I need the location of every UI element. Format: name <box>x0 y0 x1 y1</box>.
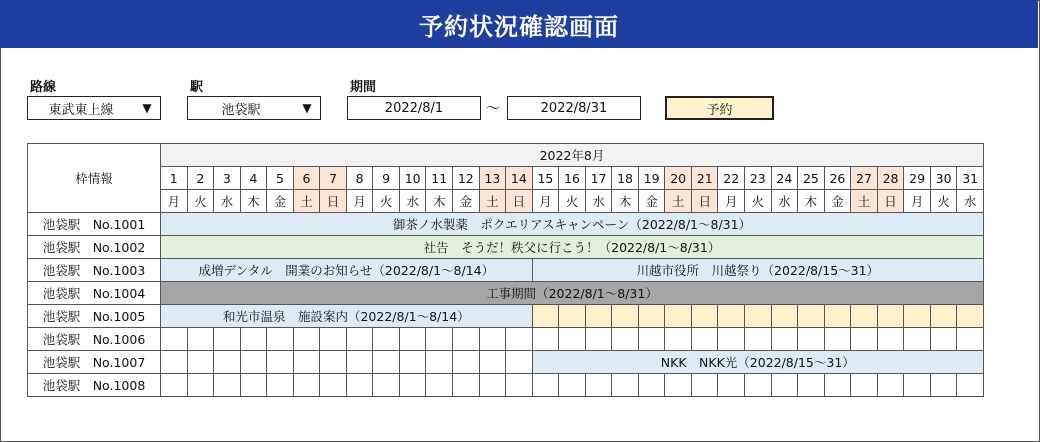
weekday-label: 水 <box>771 190 798 213</box>
empty-slot[interactable] <box>161 374 188 397</box>
weekday-label: 水 <box>585 190 612 213</box>
empty-slot[interactable] <box>399 328 426 351</box>
route-select-value: 東武東上線 <box>48 102 114 118</box>
frame-label: 池袋駅 No.1007 <box>28 351 161 374</box>
empty-slot[interactable] <box>745 328 772 351</box>
empty-slot[interactable] <box>399 374 426 397</box>
empty-slot[interactable] <box>957 374 984 397</box>
empty-slot[interactable] <box>691 328 718 351</box>
empty-slot[interactable] <box>373 374 400 397</box>
empty-slot[interactable] <box>612 305 639 328</box>
frame-info-header: 枠情報 <box>28 144 161 213</box>
end-date-field[interactable]: 2022/8/31 <box>507 96 641 120</box>
empty-slot[interactable] <box>718 374 745 397</box>
empty-slot[interactable] <box>240 351 267 374</box>
reservation-calendar-table <box>27 143 984 397</box>
weekday-label: 金 <box>453 190 480 213</box>
dropdown-triangle-icon: ▼ <box>302 101 312 115</box>
empty-slot[interactable] <box>665 328 692 351</box>
empty-slot[interactable] <box>506 374 533 397</box>
weekday-label: 水 <box>399 190 426 213</box>
empty-slot[interactable] <box>532 374 559 397</box>
booking-segment[interactable]: NKK NKK光（2022/8/15～31） <box>532 351 983 374</box>
empty-slot[interactable] <box>479 328 506 351</box>
station-label: 駅 <box>190 80 204 95</box>
day-number: 16 <box>559 167 586 190</box>
day-number: 21 <box>691 167 718 190</box>
weekday-label: 土 <box>665 190 692 213</box>
weekday-label: 水 <box>214 190 241 213</box>
day-number: 17 <box>585 167 612 190</box>
weekday-label: 水 <box>957 190 984 213</box>
empty-slot[interactable] <box>187 328 214 351</box>
empty-slot[interactable] <box>426 374 453 397</box>
route-label: 路線 <box>30 80 57 95</box>
empty-slot[interactable] <box>771 305 798 328</box>
empty-slot[interactable] <box>585 305 612 328</box>
booking-segment[interactable]: 御茶ノ水製薬 ポクエリアスキャンペーン（2022/8/1～8/31） <box>161 213 984 236</box>
empty-slot[interactable] <box>267 351 294 374</box>
weekday-label: 月 <box>718 190 745 213</box>
period-separator: ～ <box>486 101 500 117</box>
day-number: 25 <box>798 167 825 190</box>
weekday-label: 日 <box>320 190 347 213</box>
weekday-label: 日 <box>877 190 904 213</box>
empty-slot[interactable] <box>930 305 957 328</box>
empty-slot[interactable] <box>532 328 559 351</box>
day-number: 2 <box>187 167 214 190</box>
day-number: 30 <box>930 167 957 190</box>
empty-slot[interactable] <box>745 374 772 397</box>
weekday-label: 木 <box>426 190 453 213</box>
period-label: 期間 <box>350 80 377 95</box>
weekday-label: 日 <box>691 190 718 213</box>
empty-slot[interactable] <box>399 351 426 374</box>
frame-label: 池袋駅 No.1001 <box>28 213 161 236</box>
empty-slot[interactable] <box>877 328 904 351</box>
empty-slot[interactable] <box>506 351 533 374</box>
empty-slot[interactable] <box>346 351 373 374</box>
day-number: 7 <box>320 167 347 190</box>
station-select-value: 池袋駅 <box>221 102 261 118</box>
empty-slot[interactable] <box>877 305 904 328</box>
day-number: 29 <box>904 167 931 190</box>
empty-slot[interactable] <box>771 328 798 351</box>
empty-slot[interactable] <box>585 328 612 351</box>
day-number: 3 <box>214 167 241 190</box>
day-number: 14 <box>506 167 533 190</box>
day-number: 26 <box>824 167 851 190</box>
empty-slot[interactable] <box>346 374 373 397</box>
booking-segment[interactable]: 和光市温泉 施設案内（2022/8/1～8/14） <box>161 305 533 328</box>
weekday-label: 木 <box>798 190 825 213</box>
empty-slot[interactable] <box>718 305 745 328</box>
day-number: 27 <box>851 167 878 190</box>
weekday-label: 月 <box>161 190 188 213</box>
day-number: 5 <box>267 167 294 190</box>
empty-slot[interactable] <box>957 328 984 351</box>
day-number: 19 <box>638 167 665 190</box>
start-date-field[interactable]: 2022/8/1 <box>347 96 481 120</box>
weekday-label: 火 <box>745 190 772 213</box>
empty-slot[interactable] <box>665 374 692 397</box>
empty-slot[interactable] <box>904 328 931 351</box>
weekday-label: 金 <box>638 190 665 213</box>
frame-label: 池袋駅 No.1004 <box>28 282 161 305</box>
table-row <box>28 259 984 282</box>
booking-segment[interactable]: 川越市役所 川越祭り（2022/8/15～31） <box>532 259 983 282</box>
frame-label: 池袋駅 No.1002 <box>28 236 161 259</box>
empty-slot[interactable] <box>426 328 453 351</box>
empty-slot[interactable] <box>320 328 347 351</box>
empty-slot[interactable] <box>638 328 665 351</box>
table-row <box>28 351 984 374</box>
empty-slot[interactable] <box>346 328 373 351</box>
page-title: 予約状況確認画面 <box>0 0 1038 48</box>
empty-slot[interactable] <box>320 374 347 397</box>
table-row <box>28 328 984 351</box>
day-number: 12 <box>453 167 480 190</box>
empty-slot[interactable] <box>824 305 851 328</box>
empty-slot[interactable] <box>161 351 188 374</box>
empty-slot[interactable] <box>559 374 586 397</box>
empty-slot[interactable] <box>798 305 825 328</box>
empty-slot[interactable] <box>691 374 718 397</box>
empty-slot[interactable] <box>187 351 214 374</box>
empty-slot[interactable] <box>214 351 241 374</box>
day-number: 15 <box>532 167 559 190</box>
day-number: 8 <box>346 167 373 190</box>
reserve-button[interactable]: 予約 <box>665 96 774 120</box>
day-number: 28 <box>877 167 904 190</box>
empty-slot[interactable] <box>930 374 957 397</box>
empty-slot[interactable] <box>824 328 851 351</box>
route-select[interactable] <box>27 96 161 120</box>
empty-slot[interactable] <box>691 305 718 328</box>
day-number: 11 <box>426 167 453 190</box>
empty-slot[interactable] <box>638 374 665 397</box>
table-row <box>28 213 984 236</box>
empty-slot[interactable] <box>559 328 586 351</box>
empty-slot[interactable] <box>612 374 639 397</box>
empty-slot[interactable] <box>240 374 267 397</box>
weekday-label: 火 <box>187 190 214 213</box>
month-header: 2022年8月 <box>161 144 984 167</box>
empty-slot[interactable] <box>904 374 931 397</box>
empty-slot[interactable] <box>453 328 480 351</box>
table-row <box>28 282 984 305</box>
weekday-label: 木 <box>612 190 639 213</box>
weekday-label: 火 <box>930 190 957 213</box>
empty-slot[interactable] <box>373 328 400 351</box>
weekday-label: 金 <box>267 190 294 213</box>
station-select[interactable] <box>187 96 321 120</box>
table-row <box>28 374 984 397</box>
empty-slot[interactable] <box>479 374 506 397</box>
day-number: 18 <box>612 167 639 190</box>
empty-slot[interactable] <box>904 305 931 328</box>
empty-slot[interactable] <box>373 351 400 374</box>
weekday-label: 火 <box>373 190 400 213</box>
weekday-label: 月 <box>346 190 373 213</box>
frame-label: 池袋駅 No.1003 <box>28 259 161 282</box>
day-number: 13 <box>479 167 506 190</box>
empty-slot[interactable] <box>267 328 294 351</box>
table-row <box>28 305 984 328</box>
empty-slot[interactable] <box>214 328 241 351</box>
empty-slot[interactable] <box>718 328 745 351</box>
day-number: 1 <box>161 167 188 190</box>
empty-slot[interactable] <box>506 328 533 351</box>
weekday-label: 土 <box>293 190 320 213</box>
empty-slot[interactable] <box>479 351 506 374</box>
empty-slot[interactable] <box>824 374 851 397</box>
empty-slot[interactable] <box>798 374 825 397</box>
empty-slot[interactable] <box>187 374 214 397</box>
weekday-label: 土 <box>851 190 878 213</box>
empty-slot[interactable] <box>798 328 825 351</box>
empty-slot[interactable] <box>161 328 188 351</box>
empty-slot[interactable] <box>930 328 957 351</box>
weekday-label: 日 <box>506 190 533 213</box>
frame-label: 池袋駅 No.1005 <box>28 305 161 328</box>
table-row <box>28 236 984 259</box>
empty-slot[interactable] <box>851 374 878 397</box>
empty-slot[interactable] <box>426 351 453 374</box>
empty-slot[interactable] <box>293 328 320 351</box>
booking-segment[interactable]: 工事期間（2022/8/1～8/31） <box>161 282 984 305</box>
day-number: 10 <box>399 167 426 190</box>
day-number: 6 <box>293 167 320 190</box>
day-number: 31 <box>957 167 984 190</box>
weekday-label: 火 <box>559 190 586 213</box>
frame-label: 池袋駅 No.1006 <box>28 328 161 351</box>
empty-slot[interactable] <box>851 305 878 328</box>
empty-slot[interactable] <box>612 328 639 351</box>
empty-slot[interactable] <box>453 351 480 374</box>
day-number: 20 <box>665 167 692 190</box>
empty-slot[interactable] <box>293 351 320 374</box>
empty-slot[interactable] <box>453 374 480 397</box>
weekday-label: 土 <box>479 190 506 213</box>
frame-label: 池袋駅 No.1008 <box>28 374 161 397</box>
empty-slot[interactable] <box>877 374 904 397</box>
empty-slot[interactable] <box>559 305 586 328</box>
empty-slot[interactable] <box>267 374 294 397</box>
weekday-label: 木 <box>240 190 267 213</box>
empty-slot[interactable] <box>532 305 559 328</box>
weekday-label: 金 <box>824 190 851 213</box>
booking-segment[interactable]: 社告 そうだ！秩父に行こう！（2022/8/1～8/31） <box>161 236 984 259</box>
empty-slot[interactable] <box>585 374 612 397</box>
dropdown-triangle-icon: ▼ <box>142 101 152 115</box>
empty-slot[interactable] <box>665 305 692 328</box>
day-number: 24 <box>771 167 798 190</box>
booking-segment[interactable]: 成増デンタル 開業のお知らせ（2022/8/1～8/14） <box>161 259 533 282</box>
empty-slot[interactable] <box>851 328 878 351</box>
day-number: 9 <box>373 167 400 190</box>
day-number: 22 <box>718 167 745 190</box>
empty-slot[interactable] <box>771 374 798 397</box>
day-number: 4 <box>240 167 267 190</box>
empty-slot[interactable] <box>240 328 267 351</box>
empty-slot[interactable] <box>320 351 347 374</box>
weekday-label: 月 <box>904 190 931 213</box>
day-number: 23 <box>745 167 772 190</box>
empty-slot[interactable] <box>293 374 320 397</box>
empty-slot[interactable] <box>957 305 984 328</box>
weekday-label: 月 <box>532 190 559 213</box>
empty-slot[interactable] <box>745 305 772 328</box>
empty-slot[interactable] <box>214 374 241 397</box>
empty-slot[interactable] <box>638 305 665 328</box>
